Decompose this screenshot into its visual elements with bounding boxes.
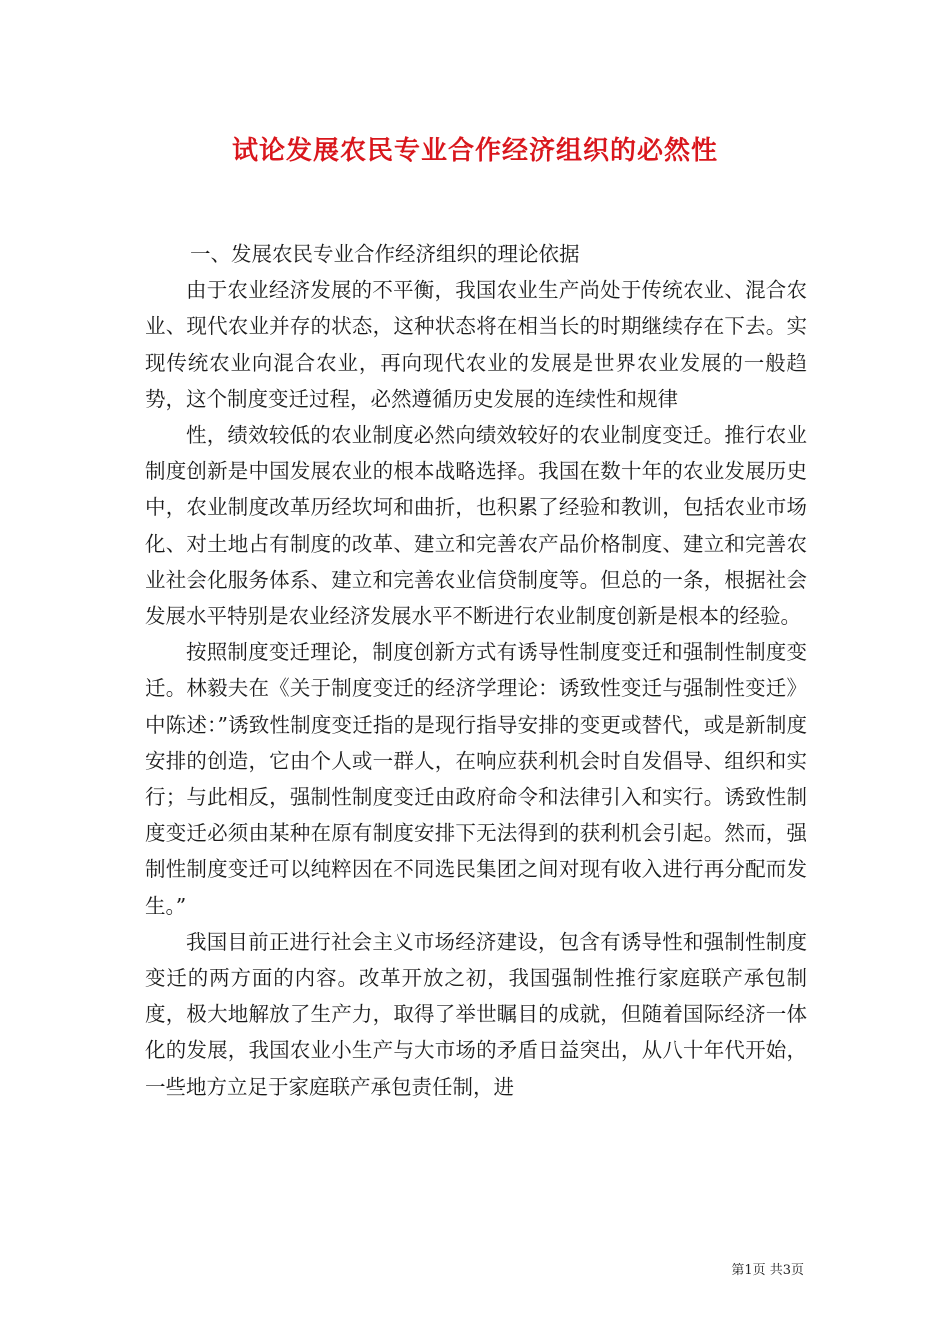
paragraph-2: 性，绩效较低的农业制度必然向绩效较好的农业制度变迁。推行农业制度创新是中国发展农业的根本战略选择。我国在数十年的农业发展历史中，农业制度改革历经坎坷和曲折，也积累了经验和教训，包括农业市场化、对土地占有制度的改革、建立和完善农产品价格制度、建立和完善农业社会化服务体系、建立和完善农业信贷制度等。但总的一条，根据社会发展水平特别是农业经济发展水平不断进行农业制度创新是根本的经验。 bbox=[145, 423, 807, 629]
paragraph-4: 我国目前正进行社会主义市场经济建设，包含有诱导性和强制性制度变迁的两方面的内容。改革开放之初，我国强制性推行家庭联产承包制度，极大地解放了生产力，取得了举世瞩目的成就，但随着国际经济一体化的发展，我国农业小生产与大市场的矛盾日益突出，从八十年代开始，一些地方立足于家庭联产承包责任制，进 bbox=[145, 929, 807, 1099]
section-heading: 一、发展农民专业合作经济组织的理论依据 bbox=[190, 242, 580, 266]
paragraph-1: 由于农业经济发展的不平衡，我国农业生产尚处于传统农业、混合农业、现代农业并存的状态，这种状态将在相当长的时期继续存在下去。实现传统农业向混合农业，再向现代农业的发展是世界农业发展的一般趋势，这个制度变迁过程，必然遵循历史发展的连续性和规律 bbox=[145, 278, 807, 411]
document-body bbox=[145, 236, 807, 1105]
page-number-footer: 第1页 共3页 bbox=[731, 1263, 804, 1278]
paragraph-3: 按照制度变迁理论，制度创新方式有诱导性制度变迁和强制性制度变迁。林毅夫在《关于制度变迁的经济学理论：诱致性变迁与强制性变迁》中陈述：”诱致性制度变迁指的是现行指导安排的变更或替代，或是新制度安排的创造，它由个人或一群人，在响应获利机会时自发倡导、组织和实行；与此相反，强制性制度变迁由政府命令和法律引入和实行。诱致性制度变迁必须由某种在原有制度安排下无法得到的获利机会引起。然而，强制性制度变迁可以纯粹因在不同选民集团之间对现有收入进行再分配而发生。” bbox=[145, 640, 807, 918]
document-title: 试论发展农民专业合作经济组织的必然性 bbox=[231, 136, 718, 166]
